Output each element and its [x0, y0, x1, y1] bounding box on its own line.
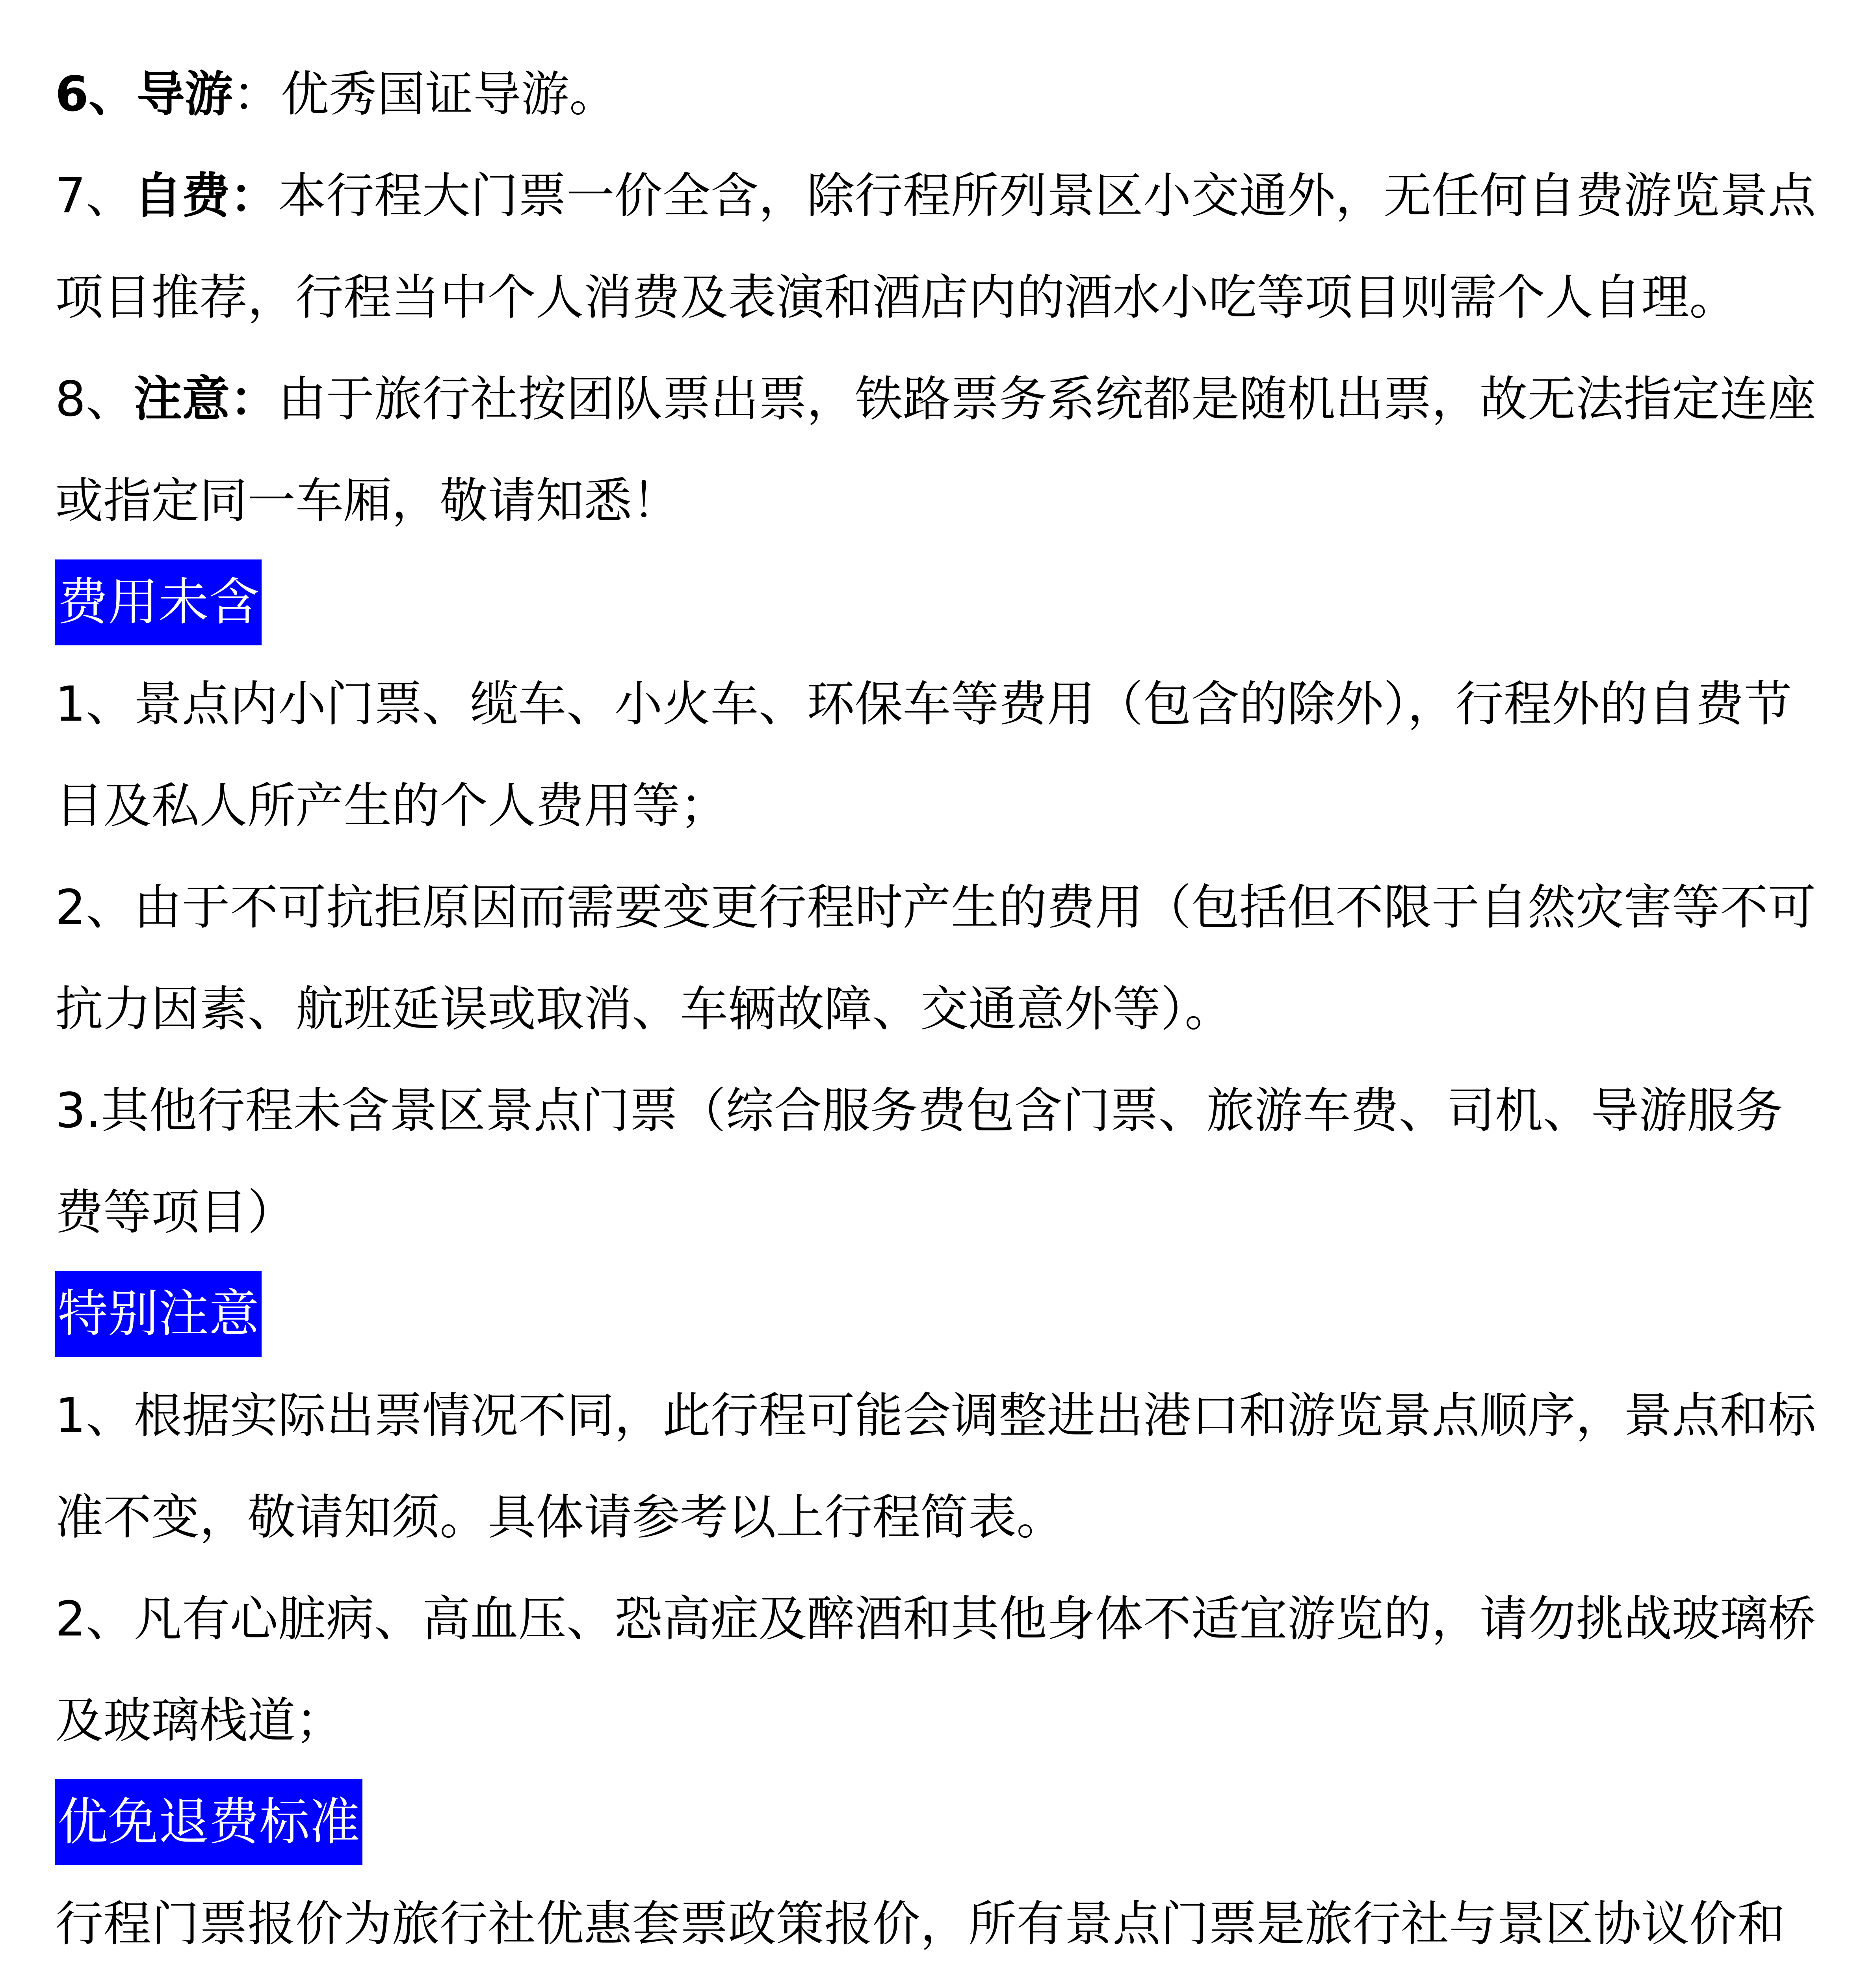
notice-item-2: 2、凡有心脏病、高血压、恐高症及醉酒和其他身体不适宜游览的，请勿挑战玻璃桥及玻璃栈道；	[55, 1591, 1816, 1749]
section-heading-special-notice: 特别注意	[55, 1271, 262, 1357]
excluded-item-2: 2、由于不可抗拒原因而需要变更行程时产生的费用（包括但不限于自然灾害等不可抗力因素、航班延误或取消、车辆故障、交通意外等）。	[55, 879, 1816, 1037]
item-7-label: 自费：	[134, 168, 278, 224]
item-8	[55, 348, 1821, 552]
item-8-label: 注意：	[134, 371, 278, 427]
item-8-number: 8、	[55, 371, 134, 427]
item-6	[55, 43, 1821, 145]
item-7-text: 本行程大门票一价全含，除行程所列景区小交通外，无任何自费游览景点项目推荐，行程当中个人消费及表演和酒店内的酒水小吃等项目则需个人自理。	[55, 168, 1816, 325]
refund-text: 行程门票报价为旅行社优惠套票政策报价，所有景点门票是旅行社与景区协议价和	[55, 1896, 1785, 1952]
item-6-label: 导游	[136, 66, 233, 122]
section-heading-costs-excluded: 费用未含	[55, 559, 262, 645]
item-7	[55, 145, 1821, 348]
excluded-item-3: 3.其他行程未含景区景点门票（综合服务费包含门票、旅游车费、司机、导游服务费等项目）	[55, 1083, 1783, 1240]
item-8-text: 由于旅行社按团队票出票，铁路票务系统都是随机出票，故无法指定连座或指定同一车厢，敬请知悉！	[55, 371, 1816, 529]
item-6-text: ：优秀国证导游。	[232, 66, 617, 122]
excluded-item-1: 1、景点内小门票、缆车、小火车、环保车等费用（包含的除外），行程外的自费节目及私人所产生的个人费用等；	[55, 676, 1792, 834]
item-7-number: 7、	[55, 168, 134, 224]
item-6-number: 6、	[55, 66, 137, 122]
notice-item-1: 1、根据实际出票情况不同，此行程可能会调整进出港口和游览景点顺序，景点和标准不变，敬请知须。具体请参考以上行程简表。	[55, 1388, 1816, 1545]
section-heading-refund-standard: 优免退费标准	[55, 1779, 362, 1865]
